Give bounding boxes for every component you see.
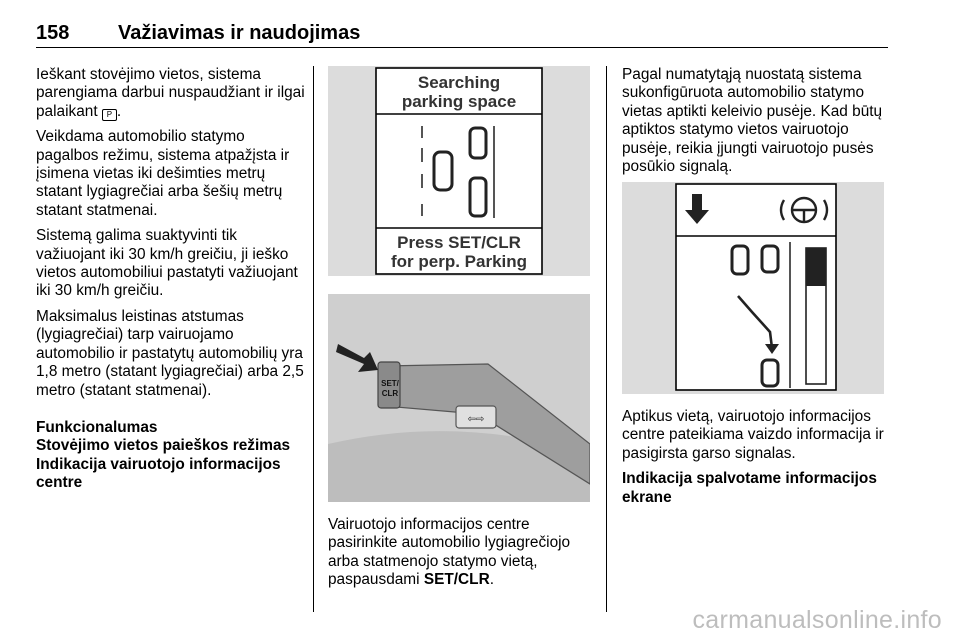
svg-text:⇦⇨: ⇦⇨ [467,414,485,425]
display-text-parking-space: parking space [401,92,517,111]
paragraph-speed: Sistemą galima suaktyvinti tik važiuojant iki 30 km/h greičiu, ji ieško vietos automobiliui pastatyti važiuojant iki 30 km/h greičiu. [36,227,298,300]
progress-bar-fill [806,248,826,286]
set-clr-label: SET/CLR [423,571,490,589]
parking-assist-icon: P [102,109,117,121]
watermark: carmanualsonline.info [692,606,942,634]
display-text-perp-parking: for perp. Parking [390,252,528,271]
paragraph-activation: Ieškant stovėjimo vietos, sistema parengiama darbui nuspaudžiant ir ilgai palaikant P . [36,66,305,120]
paragraph-default-side: Pagal numatytąją nuostatą sistema sukonfigūruota automobilio statymo vietas aptikti keleivio pusėje. Kad būtų aptiktos statymo vietos vairuotojo pusėje, reikia įjungti vairuotojo pusės posūkio signalą. [622,66,883,176]
column-1 [36,66,306,493]
page-header [36,16,888,48]
page-number: 158 [36,22,70,44]
parking-guidance-illustration [622,182,884,394]
paragraph-distance: Maksimalus leistinas atstumas (lygiagrečiai) tarp vairuojamo automobilio ir pastatytų automobilių yra 1,8 metro (statant lygiagrečiai) arba 2,5 metro (statant statmenai). [36,307,304,399]
stalk-caption: Vairuotojo informacijos centre pasirinkite automobilio lygiagrečiojo arba statmenojo statymo vietą, paspausdami SET/CLR. [328,516,571,589]
paragraph-detection: Veikdama automobilio statymo pagalbos režimu, sistema atpažįsta ir įsimena vietas iki dešimties metrų statant lygiagrečiai arba šešių metrų statant statmenai. [36,128,290,219]
heading-search-mode: Stovėjimo vietos paieškos režimas [36,437,291,455]
page-title: Važiavimas ir naudojimas [118,22,361,44]
heading-color-display: Indikacija spalvotame informacijos ekrane [622,470,877,506]
display-text-searching: Searching [417,73,501,92]
column-divider-2 [606,66,607,612]
column-divider-1 [313,66,314,612]
heading-dic-indication: Indikacija vairuotojo informacijos centre [36,455,281,492]
dic-display-illustration [328,66,590,276]
heading-functionality: Funkcionalumas [36,418,158,436]
column-3-top [622,66,888,183]
svg-text:SET/: SET/ [381,379,399,388]
column-3-bottom [622,408,888,507]
display-text-press-set-clr: Press SET/CLR [397,233,521,252]
turn-signal-stalk-illustration [328,294,590,502]
svg-text:CLR: CLR [381,389,399,398]
paragraph-detected: Aptikus vietą, vairuotojo informacijos centre pateikiama vaizdo informacija ir pasigirsta garso signalas. [622,408,884,462]
